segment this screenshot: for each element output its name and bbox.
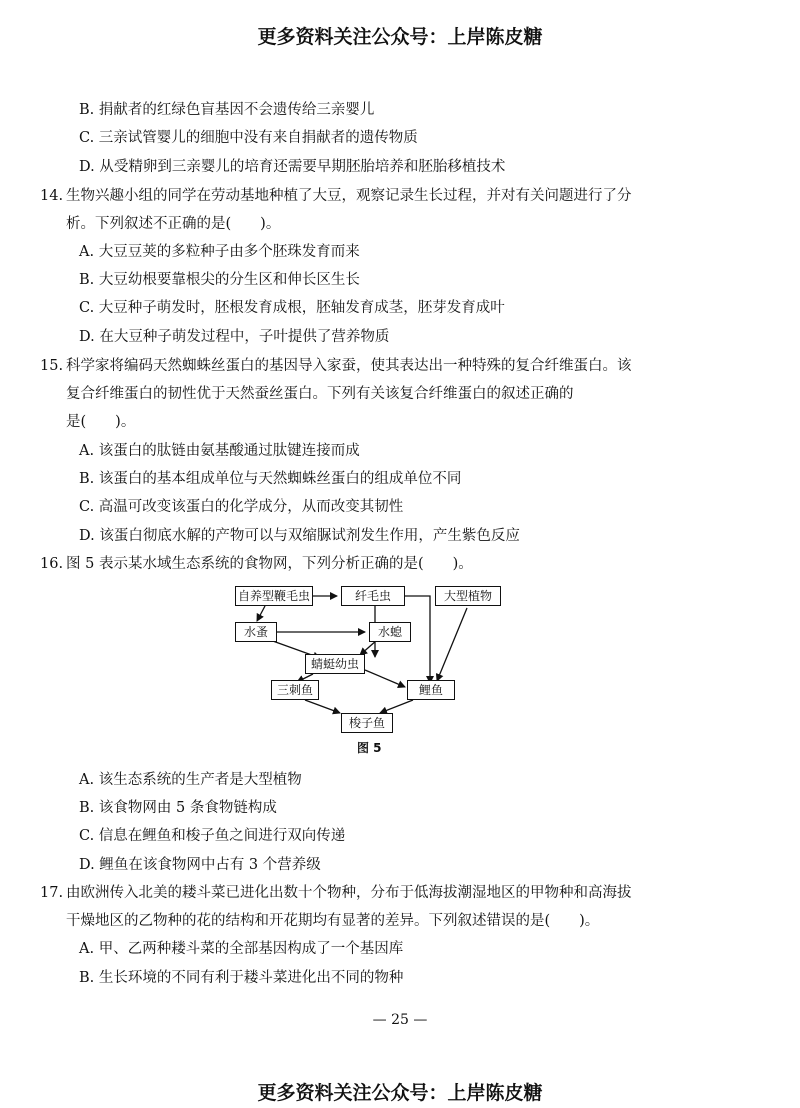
arrow-stickleback-mandarin [305, 700, 340, 713]
node-hydra: 水螅 [369, 622, 411, 642]
arrow-flagellate-waterflea [257, 606, 265, 621]
q15-stem-line3: 是( )。 [66, 414, 136, 430]
arrow-carp-mandarin [380, 700, 413, 713]
node-large-plant: 大型植物 [435, 586, 501, 606]
food-web-arrows [225, 580, 525, 760]
node-flagellate: 自养型鞭毛虫 [235, 586, 313, 606]
q14-option-d: D. 在大豆种子萌发过程中，子叶提供了营养物质 [79, 329, 390, 345]
bottom-banner: 更多资料关注公众号：上岸陈皮糖 [257, 1082, 543, 1104]
q13-option-c: C. 三亲试管婴儿的细胞中没有来自捐献者的遗传物质 [79, 130, 418, 146]
node-stickleback: 三刺鱼 [271, 680, 319, 700]
q16-stem: 图 5 表示某水域生态系统的食物网，下列分析正确的是( )。 [66, 556, 473, 572]
q16-option-b: B. 该食物网由 5 条食物链构成 [79, 800, 277, 816]
q16-option-a: A. 该生态系统的生产者是大型植物 [79, 772, 302, 788]
top-banner: 更多资料关注公众号：上岸陈皮糖 [257, 26, 543, 48]
arrow-plant-carp [437, 608, 467, 681]
q16-number: 16. [40, 556, 64, 572]
node-mandarin-fish: 梭子鱼 [341, 713, 393, 733]
arrow-dragonfly-carp [365, 670, 405, 687]
q16-option-c: C. 信息在鲤鱼和梭子鱼之间进行双向传递 [79, 828, 346, 844]
figure-caption: 图 5 [357, 741, 382, 755]
q14-option-a: A. 大豆豆荚的多粒种子由多个胚珠发育而来 [79, 244, 360, 260]
q15-number: 15. [40, 358, 64, 374]
q14-stem-line1: 生物兴趣小组的同学在劳动基地种植了大豆，观察记录生长过程，并对有关问题进行了分 [66, 188, 632, 204]
q14-option-b: B. 大豆幼根要靠根尖的分生区和伸长区生长 [79, 272, 360, 288]
q15-stem-line1: 科学家将编码天然蜘蛛丝蛋白的基因导入家蚕，使其表达出一种特殊的复合纤维蛋白。该 [66, 358, 632, 374]
q14-number: 14. [40, 188, 64, 204]
q15-option-d: D. 该蛋白彻底水解的产物可以与双缩脲试剂发生作用，产生紫色反应 [79, 528, 520, 544]
node-waterflea: 水蚤 [235, 622, 277, 642]
q17-stem-line1: 由欧洲传入北美的耧斗菜已进化出数十个物种，分布于低海拔潮湿地区的甲物种和高海拔 [66, 885, 632, 901]
q14-option-c: C. 大豆种子萌发时，胚根发育成根，胚轴发育成茎，胚芽发育成叶 [79, 300, 505, 316]
q17-option-a: A. 甲、乙两种耧斗菜的全部基因构成了一个基因库 [79, 941, 404, 957]
q16-option-d: D. 鲤鱼在该食物网中占有 3 个营养级 [79, 857, 321, 873]
q14-stem-line2: 析。下列叙述不正确的是( )。 [66, 216, 281, 232]
page-number: — 25 — [372, 1012, 428, 1028]
q13-option-d: D. 从受精卵到三亲婴儿的培育还需要早期胚胎培养和胚胎移植技术 [79, 159, 506, 175]
node-ciliate: 纤毛虫 [341, 586, 405, 606]
node-dragonfly-larva: 蜻蜓幼虫 [305, 654, 365, 674]
q15-option-b: B. 该蛋白的基本组成单位与天然蜘蛛丝蛋白的组成单位不同 [79, 471, 462, 487]
q15-option-c: C. 高温可改变该蛋白的化学成分，从而改变其韧性 [79, 499, 404, 515]
q15-stem-line2: 复合纤维蛋白的韧性优于天然蚕丝蛋白。下列有关该复合纤维蛋白的叙述正确的 [66, 386, 574, 402]
q15-option-a: A. 该蛋白的肽链由氨基酸通过肽键连接而成 [79, 443, 360, 459]
q13-option-b: B. 捐献者的红绿色盲基因不会遗传给三亲婴儿 [79, 102, 375, 118]
food-web-diagram [225, 580, 525, 760]
q17-stem-line2: 干燥地区的乙物种的花的结构和开花期均有显著的差异。下列叙述错误的是( )。 [66, 913, 600, 929]
q17-option-b: B. 生长环境的不同有利于耧斗菜进化出不同的物种 [79, 970, 404, 986]
q17-number: 17. [40, 885, 64, 901]
node-carp: 鲤鱼 [407, 680, 455, 700]
